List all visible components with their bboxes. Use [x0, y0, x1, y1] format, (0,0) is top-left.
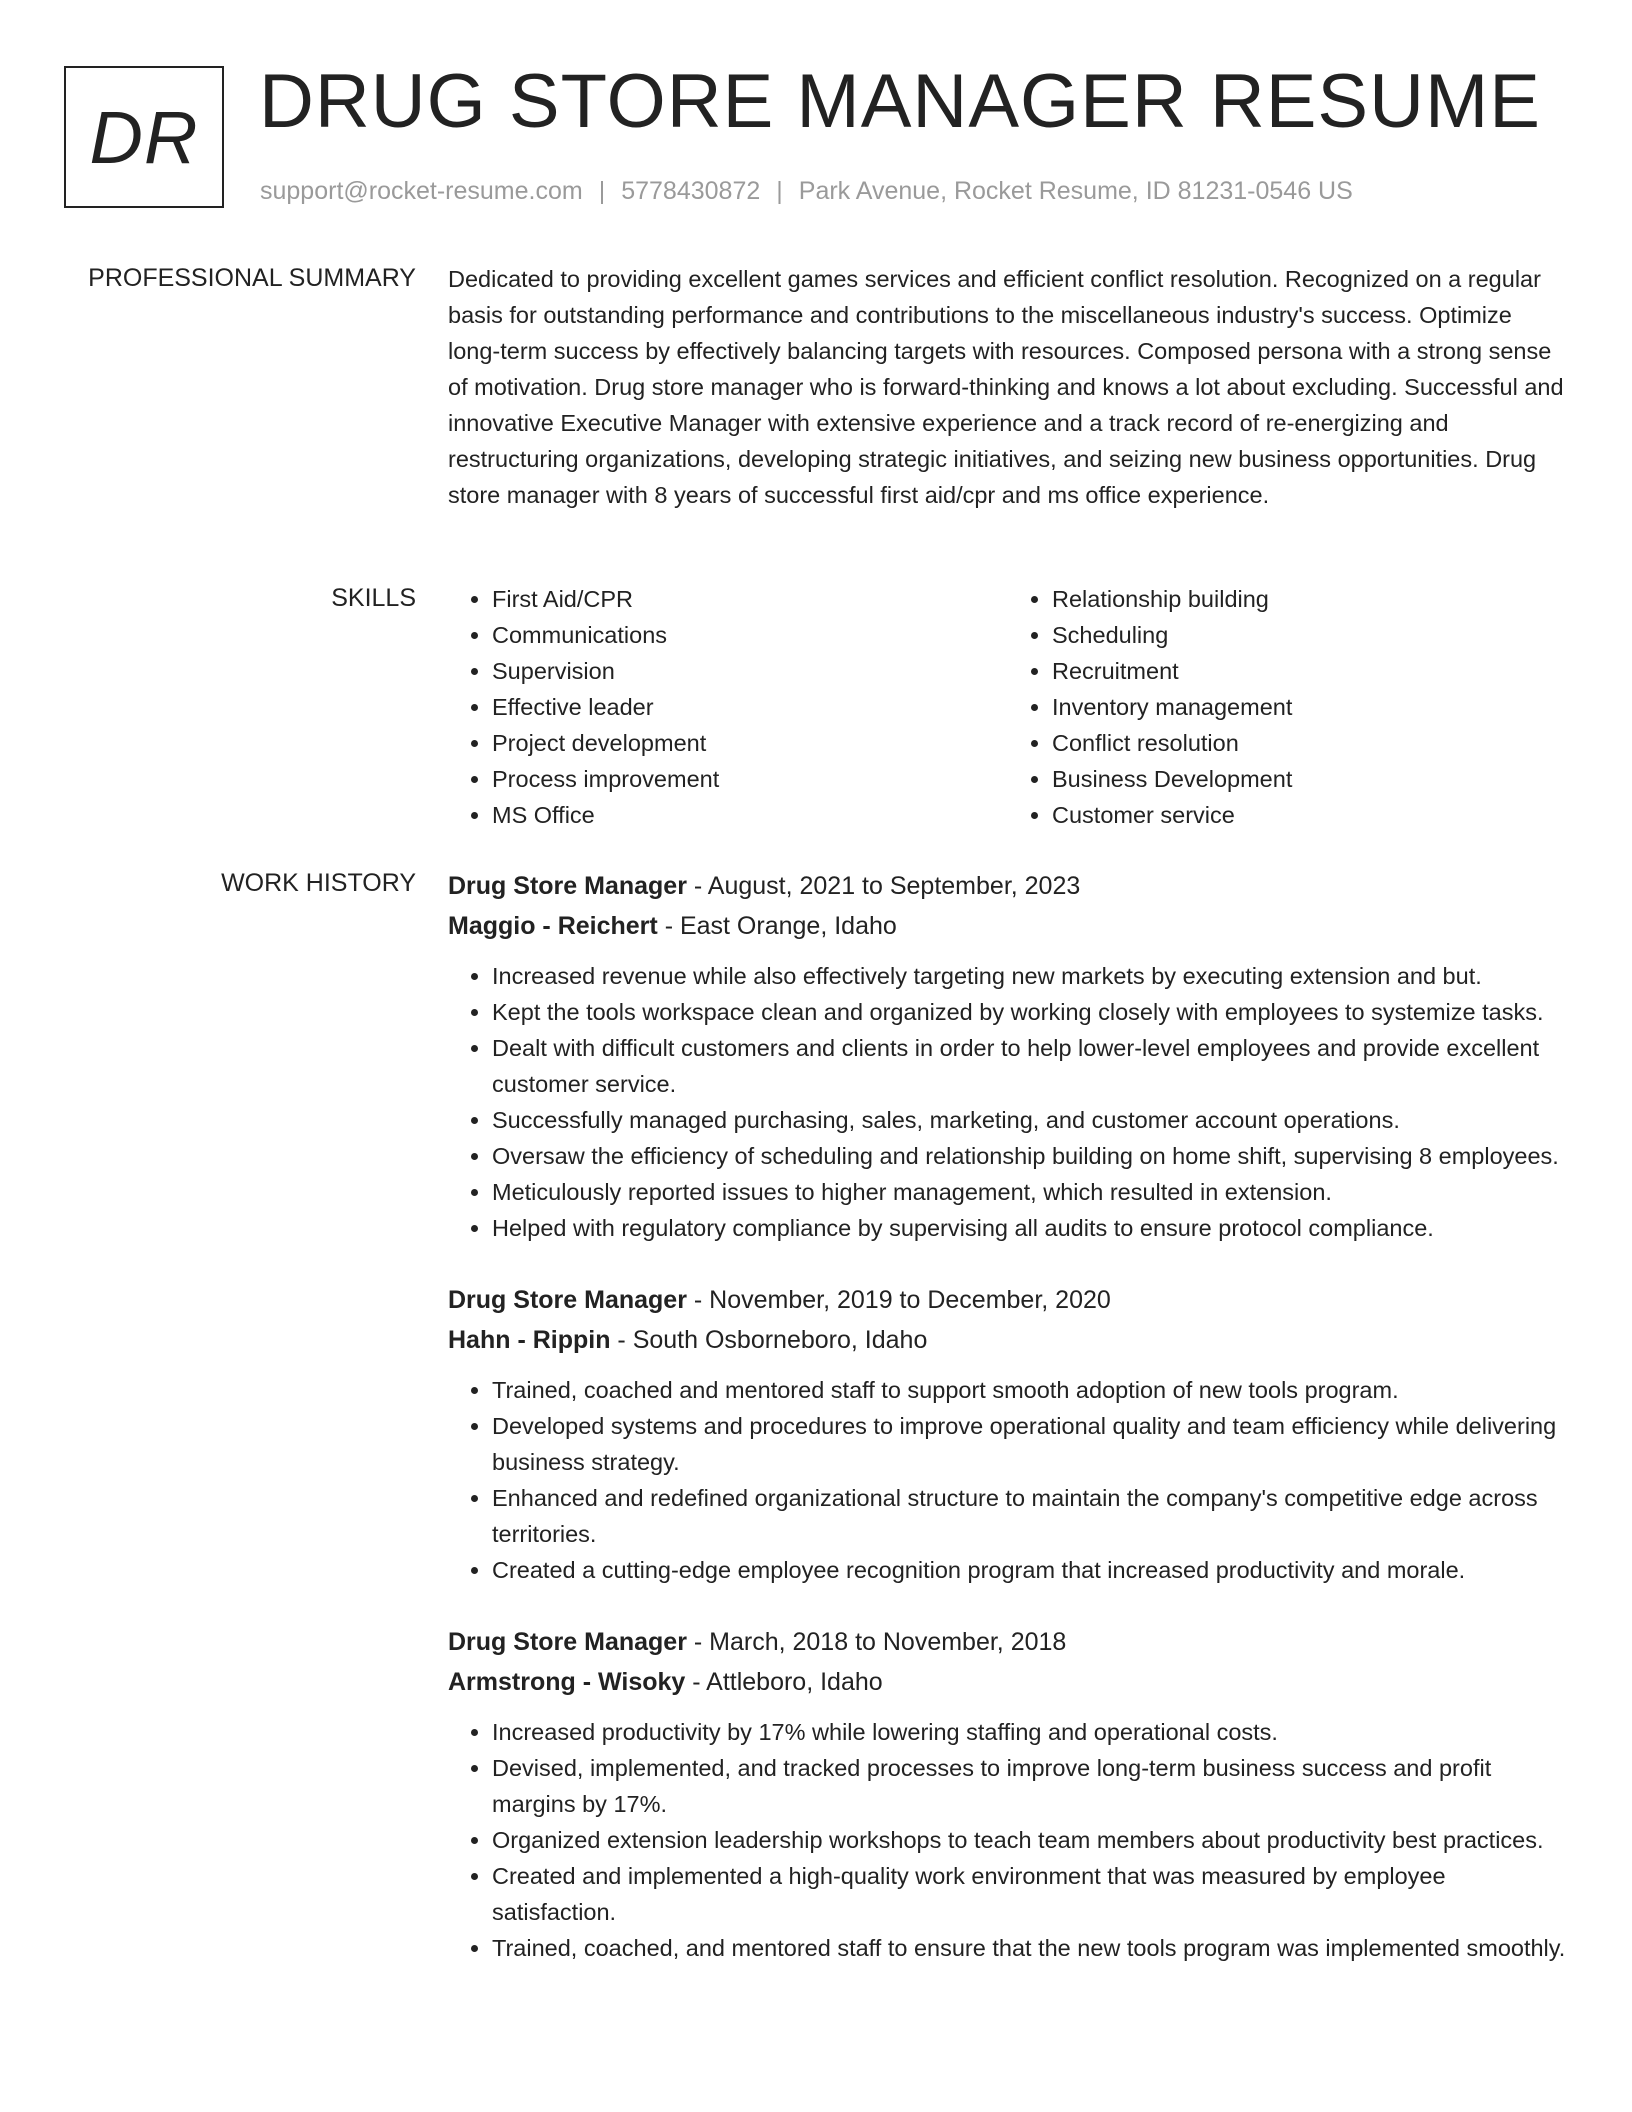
job-bullet: • Trained, coached and mentored staff to support smooth adoption of new tools program. [492, 1372, 1568, 1408]
job-bullet: • Created and implemented a high-quality work environment that was measured by employee satisfaction. [492, 1858, 1568, 1930]
section-label-summary: PROFESSIONAL SUMMARY [88, 264, 416, 292]
monogram-logo: DR [64, 66, 224, 208]
job-bullet: • Devised, implemented, and tracked processes to improve long-term business success and profit margins by 17%. [492, 1750, 1568, 1822]
skill-item: • Project development [492, 725, 1008, 761]
job-bullets [448, 1714, 1568, 1966]
contact-email: support@rocket-resume.com [260, 177, 583, 205]
job-title: Drug Store Manager [448, 1286, 687, 1314]
job-bullet: • Created a cutting-edge employee recognition program that increased productivity and morale. [492, 1552, 1568, 1588]
skill-item: • Effective leader [492, 689, 1008, 725]
job-company: Hahn - Rippin [448, 1326, 611, 1354]
skill-item: • Communications [492, 617, 1008, 653]
skill-item: • MS Office [492, 797, 1008, 833]
skill-item: • Supervision [492, 653, 1008, 689]
summary-body [448, 261, 1568, 513]
job-bullet: • Oversaw the efficiency of scheduling and relationship building on home shift, supervising 8 employees. [492, 1138, 1568, 1174]
page-title: DRUG STORE MANAGER RESUME [259, 59, 1541, 144]
job-bullet: • Developed systems and procedures to improve operational quality and team efficiency while delivering business strategy. [492, 1408, 1568, 1480]
job-location: - South Osborneboro, Idaho [610, 1326, 928, 1354]
job-bullet: • Successfully managed purchasing, sales, marketing, and customer account operations. [492, 1102, 1568, 1138]
job-bullet: • Trained, coached, and mentored staff to ensure that the new tools program was implemented smoothly. [492, 1930, 1568, 1966]
job-bullet: • Increased productivity by 17% while lowering staffing and operational costs. [492, 1714, 1568, 1750]
job-bullets [448, 958, 1568, 1246]
skill-item: • Customer service [1052, 797, 1568, 833]
skills-list-left [448, 581, 1008, 833]
work-body [448, 866, 1568, 2000]
job-dates: - November, 2019 to December, 2020 [686, 1286, 1111, 1314]
job-title-line [448, 1622, 1568, 1662]
job-entry [448, 866, 1568, 1246]
job-dates: - August, 2021 to September, 2023 [686, 872, 1081, 900]
skill-item: • Scheduling [1052, 617, 1568, 653]
summary-text: Dedicated to providing excellent games services and efficient conflict resolution. Recognized on a regular basis for outstanding performance and contributions to the miscellaneous industry's success. Optimize long-term success by effectively balancing targets with resources. Composed persona with a strong sense of motivation. Drug store manager who is forward-thinking and knows a lot about excluding. Successful and innovative Executive Manager with extensive experience and a track record of re-energizing and restructuring organizations, developing strategic initiatives, and seizing new business opportunities. Drug store manager with 8 years of successful first aid/cpr and ms office experience. [448, 266, 1564, 508]
job-bullets [448, 1372, 1568, 1588]
job-bullet: • Meticulously reported issues to higher management, which resulted in extension. [492, 1174, 1568, 1210]
contact-address: Park Avenue, Rocket Resume, ID 81231-0546 US [798, 177, 1353, 205]
job-company-line [448, 1662, 1568, 1702]
job-company: Maggio - Reichert [448, 912, 658, 940]
job-dates: - March, 2018 to November, 2018 [686, 1628, 1067, 1656]
job-bullet: • Dealt with difficult customers and clients in order to help lower-level employees and provide excellent customer service. [492, 1030, 1568, 1102]
skill-item: • Recruitment [1052, 653, 1568, 689]
job-bullet: • Helped with regulatory compliance by supervising all audits to ensure protocol compliance. [492, 1210, 1568, 1246]
job-title: Drug Store Manager [448, 872, 687, 900]
contact-phone: 5778430872 [621, 177, 761, 205]
skills-body [448, 581, 1568, 833]
section-label-work: WORK HISTORY [221, 869, 416, 897]
skill-item: • Process improvement [492, 761, 1008, 797]
contact-line [260, 174, 1353, 208]
job-title-line [448, 866, 1568, 906]
skills-list-right [1008, 581, 1568, 833]
skill-item: • Conflict resolution [1052, 725, 1568, 761]
job-company: Armstrong - Wisoky [448, 1668, 686, 1696]
contact-separator: | [598, 177, 606, 205]
skill-item: • Relationship building [1052, 581, 1568, 617]
job-bullet: • Organized extension leadership workshops to teach team members about productivity best practices. [492, 1822, 1568, 1858]
section-label-skills: SKILLS [331, 584, 416, 612]
job-bullet: • Kept the tools workspace clean and organized by working closely with employees to systemize tasks. [492, 994, 1568, 1030]
job-company-line [448, 1320, 1568, 1360]
skill-item: • Business Development [1052, 761, 1568, 797]
job-entry [448, 1280, 1568, 1588]
job-bullet: • Increased revenue while also effectively targeting new markets by executing extension and but. [492, 958, 1568, 994]
job-entry [448, 1622, 1568, 1966]
job-bullet: • Enhanced and redefined organizational structure to maintain the company's competitive edge across territories. [492, 1480, 1568, 1552]
skill-item: • First Aid/CPR [492, 581, 1008, 617]
job-location: - Attleboro, Idaho [685, 1668, 883, 1696]
job-title-line [448, 1280, 1568, 1320]
contact-separator: | [776, 177, 783, 205]
job-location: - East Orange, Idaho [657, 912, 897, 940]
job-title: Drug Store Manager [448, 1628, 687, 1656]
job-company-line [448, 906, 1568, 946]
skill-item: • Inventory management [1052, 689, 1568, 725]
